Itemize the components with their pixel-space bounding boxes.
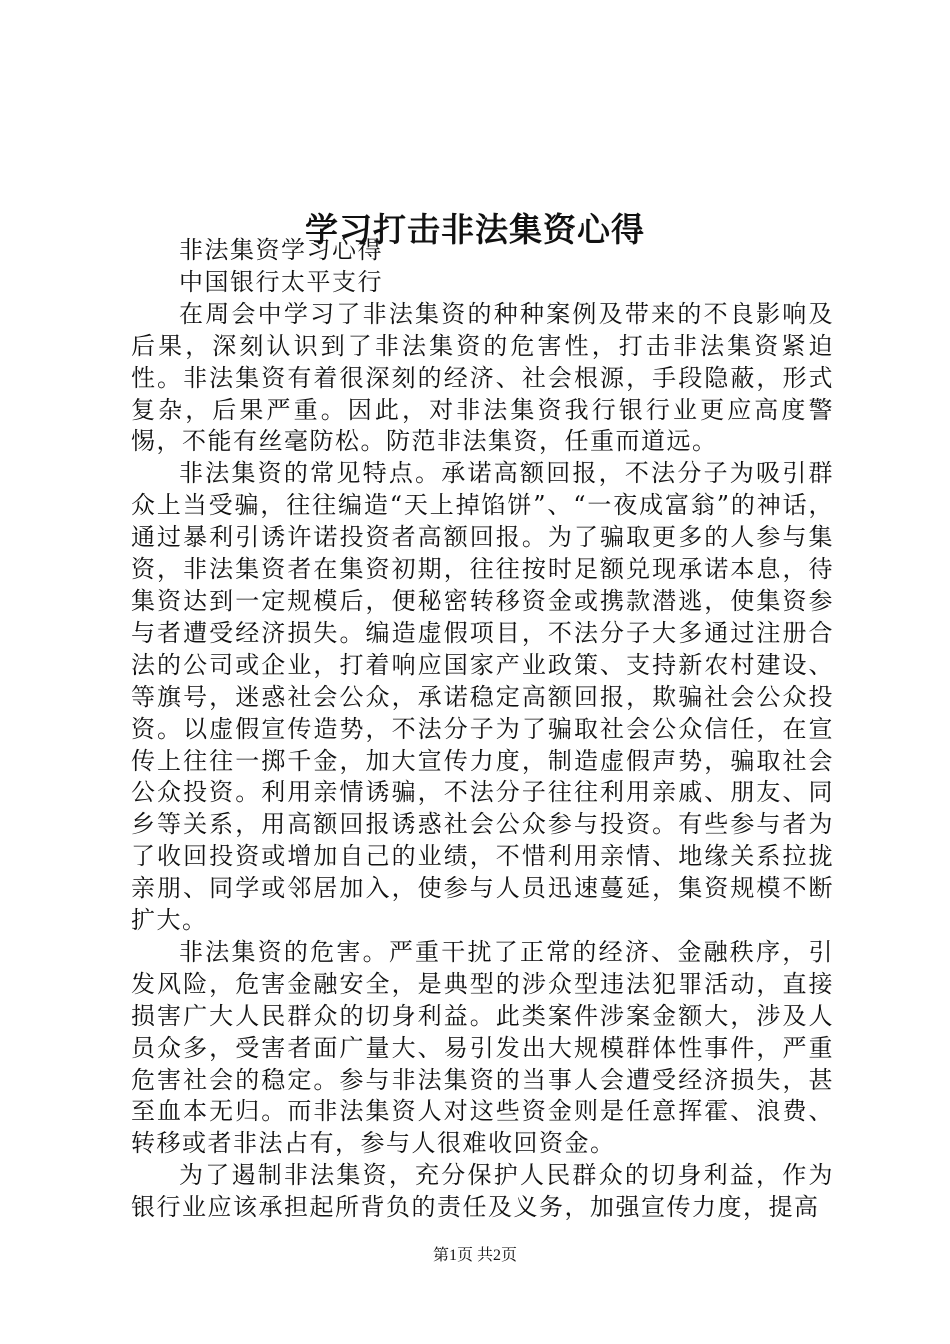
paragraph-subtitle: 非法集资学习心得	[179, 236, 383, 264]
page-number-footer: 第1页 共2页	[432, 1247, 517, 1264]
document-body	[131, 235, 834, 1224]
paragraph-intro: 在周会中学习了非法集资的种种案例及带来的不良影响及后果，深刻认识到了非法集资的危害性，打击非法集资紧迫性。非法集资有着很深刻的经济、社会根源，手段隐蔽，形式复杂，后果严重。因此，对非法集资我行银行业更应高度警惕，不能有丝毫防松。防范非法集资，任重而道远。	[131, 299, 834, 456]
paragraph-organization: 中国银行太平支行	[179, 267, 383, 296]
paragraph-harms: 非法集资的危害。严重干扰了正常的经济、金融秩序，引发风险，危害金融安全，是典型的涉众型违法犯罪活动，直接损害广大人民群众的切身利益。此类案件涉案金额大，涉及人员众多，受害者面广量大、易引发出大规模群体性事件，严重危害社会的稳定。参与非法集资的当事人会遭受经济损失，甚至血本无归。而非法集资人对这些资金则是任意挥霍、浪费、转移或者非法占有，参与人很难收回资金。	[131, 937, 834, 1158]
paragraph-measures: 为了遏制非法集资，充分保护人民群众的切身利益，作为银行业应该承担起所背负的责任及义务，加强宣传力度，提高	[131, 1161, 834, 1222]
paragraph-characteristics: 非法集资的常见特点。承诺高额回报，不法分子为吸引群众上当受骗，往往编造“天上掉馅饼”、“一夜成富翁”的神话，通过暴利引诱许诺投资者高额回报。为了骗取更多的人参与集资，非法集资者在集资初期，往往按时足额兑现承诺本息，待集资达到一定规模后，便秘密转移资金或携款潜逃，使集资参与者遭受经济损失。编造虚假项目，不法分子大多通过注册合法的公司或企业，打着响应国家产业政策、支持新农村建设、等旗号，迷惑社会公众，承诺稳定高额回报，欺骗社会公众投资。以虚假宣传造势，不法分子为了骗取社会公众信任，在宣传上往往一掷千金，加大宣传力度，制造虚假声势，骗取社会公众投资。利用亲情诱骗，不法分子往往利用亲戚、朋友、同乡等关系，用高额回报诱惑社会公众参与投资。有些参与者为了收回投资或增加自己的业绩，不惜利用亲情、地缘关系拉拢亲朋、同学或邻居加入，使参与人员迅速蔓延，集资规模不断扩大。	[131, 459, 834, 935]
document-title: 学习打击非法集资心得	[305, 210, 645, 250]
